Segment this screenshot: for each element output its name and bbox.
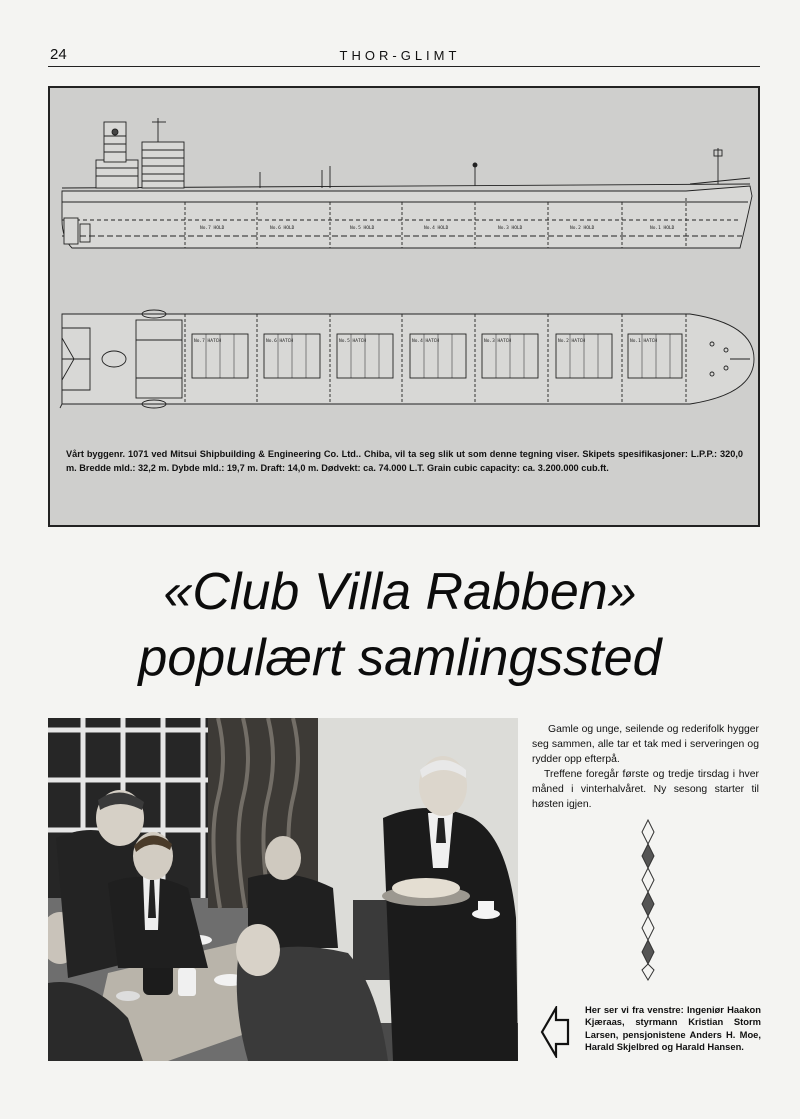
hold-label-5: No.5 HOLD [350,226,375,231]
article-intro [532,722,759,812]
hatch-label-7: No.7 HATCH [194,339,222,344]
magazine-title: THOR-GLIMT [339,48,461,63]
hold-label-6: No.6 HOLD [270,226,295,231]
hatch-label-6: No.6 HATCH [266,339,294,344]
hatch-label-5: No.5 HATCH [339,339,367,344]
article-paragraph: Gamle og unge, seilende og rederifolk hygger seg sammen, alle tar et tak med i serveringen og rydder opp efterpå. [532,724,759,765]
diamond-chain-icon [638,818,658,987]
article-paragraph: Treffene foregår første og tredje tirsdag i hver måned i vinterhalvåret. Ny sesong starter til høsten igjen. [532,769,759,810]
headline-line-1: «Club Villa Rabben» [163,563,637,621]
drawing-caption: Vårt byggenr. 1071 ved Mitsui Shipbuilding & Engineering Co. Ltd.. Chiba, vil ta seg slik ut som denne tegning viser. Skipets spesifikasjoner: L.P.P.: 320,0 m. Bredde mld.: 32,2 m. Dybde mld.: 19,7 m. Draft: 14,0 m. Dødvekt: ca. 74.000 L.T. Grain cubic capacity: ca. 3.200.000 cub.ft. [66,449,743,473]
left-arrow-icon [540,1006,570,1063]
header-rule [48,66,760,67]
hold-label-7: No.7 HOLD [200,226,225,231]
hold-label-3: No.3 HOLD [498,226,523,231]
page-number: 24 [50,46,67,63]
hatch-label-3: No.3 HATCH [484,339,512,344]
hold-label-4: No.4 HOLD [424,226,449,231]
hatch-label-4: No.4 HATCH [412,339,440,344]
hatch-label-1: No.1 HATCH [630,339,658,344]
hold-label-2: No.2 HOLD [570,226,595,231]
club-photo [48,718,518,1061]
hatch-label-2: No.2 HATCH [558,339,586,344]
headline-line-2: populært samlingssted [138,629,662,687]
hold-label-1: No.1 HOLD [650,226,675,231]
photo-caption: Her ser vi fra venstre: Ingeniør Haakon Kjæraas, styrmann Kristian Storm Larsen, pensjonistene Anders H. Moe, Harald Skjelbred og Harald Hansen. [585,1004,761,1053]
